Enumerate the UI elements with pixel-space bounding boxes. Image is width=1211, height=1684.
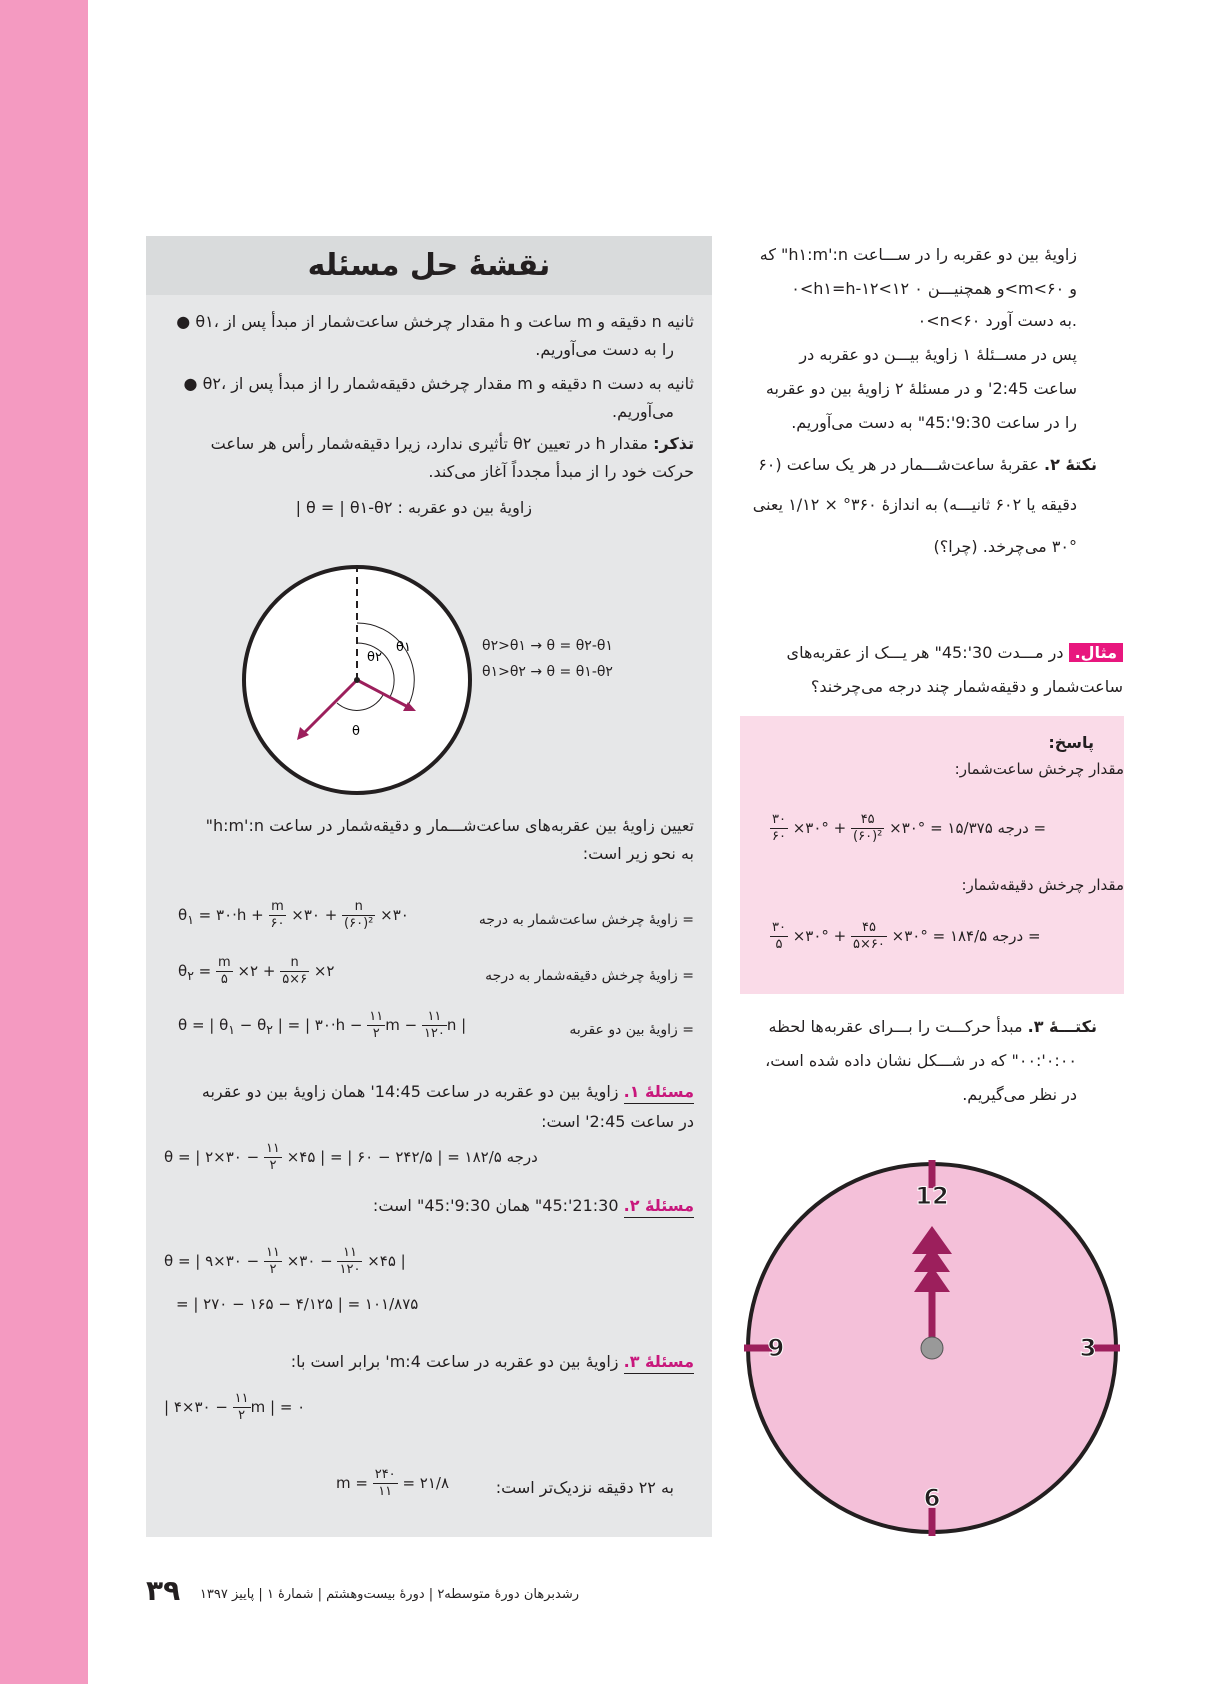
answer-label: پاسخ: (1048, 733, 1094, 752)
note-2-line-2: دقیقه یا ۶۰۲ ثانیـــه) به اندازهٔ ۳۶۰° × ۱/۱۲ یعنی (752, 495, 1077, 514)
solution-plan-panel (146, 295, 712, 1537)
right-para-line-5: ساعت 2:45' و در مسئلهٔ ۲ زاویهٔ بین دو عقربه (765, 379, 1077, 398)
example-line-1: مثال. در مـــدت 30':45" هر یـــک از عقربه‌های (787, 640, 1123, 666)
answer-hour-equation: ۳۰ ۶۰ ×۳۰° + ۴۵ (۶۰)² ×۳۰° = درجه ۱۵/۳۷۵ = (772, 812, 1047, 844)
problem-3-conclusion: به ۲۲ دقیقه نزدیک‌تر است: (495, 1478, 674, 1497)
answer-minute-label: مقدار چرخش دقیقه‌شمار: (961, 876, 1124, 894)
right-para-line-2: ۰<h۱=h-۱۲<۱۲ و همچنیـــن ۰<m<۶۰ و (791, 279, 1077, 298)
note-3-line-2: ۰:۰۰':۰۰" که در شـــکل نشان داده شده است، (765, 1051, 1077, 1070)
case-2: θ۱>θ۲ → θ = θ۱-θ۲ (482, 664, 613, 680)
problem-1-equation: θ = | ۲×۳۰ − ۱۱ ۲ ×۴۵ | = | ۶۰ − ۲۴۲/۵ | = ۱۸۲/۵ درجه (164, 1141, 538, 1173)
right-para-line-4: پس در مســئلهٔ ۱ زاویهٔ بیـــن دو عقربه در (799, 345, 1077, 364)
bullet-2-line-2: می‌آوریم. (612, 402, 674, 421)
answer-hour-label: مقدار چرخش ساعت‌شمار: (954, 760, 1124, 778)
problem-3-result: m = ۲۴۰ ۱۱ = ۲۱/۸ (336, 1467, 449, 1499)
note-3-line-3: در نظر می‌گیریم. (962, 1085, 1077, 1104)
problem-2-line: مسئلهٔ ۲. 21:30':45" همان 9:30':45" است: (373, 1193, 694, 1219)
formula-3-label: = زاویهٔ بین دو عقربه (569, 1022, 694, 1038)
determination-line-2: به نحو زیر است: (582, 844, 694, 863)
problem-1-line-2: در ساعت 2:45' است: (541, 1112, 694, 1131)
tadhkar-line-2: حرکت خود را از مبدأ مجدداً آغاز می‌کند. (428, 462, 694, 481)
formula-3: θ = | $\theta_۱ - \theta_۲$ | = | ۳۰·h − ۱۱ ۲ m − ۱۱ ۱۲۰ n | (178, 1009, 467, 1041)
formula-2: $\theta_۲$ = m ۵ ×۲ + n ۵×۶ ×۲ (178, 955, 335, 987)
right-para-line-1: زاویهٔ بین دو عقربه را در ســـاعت h۱:m':n" که (759, 245, 1077, 264)
note-3-line-1: نکتـــهٔ ۳. مبدأ حرکـــت را بـــرای عقربه‌ها لحظه (768, 1017, 1097, 1036)
problem-3-equation: | ۴×۳۰ − ۱۱ ۲ m | = ۰ (164, 1391, 306, 1423)
clock-6-label: 6 (923, 1484, 941, 1512)
clock-3-label: 3 (1079, 1334, 1097, 1362)
panel-title: نقشهٔ حل مسئله (146, 236, 712, 295)
clock-9-label: 9 (767, 1334, 785, 1362)
note-2-line-1: نکتهٔ ۲. عقربهٔ ساعت‌شـــمار در هر یک ساعت (۶۰ (758, 455, 1097, 474)
case-1: θ۲>θ۱ → θ = θ۲-θ۱ (482, 638, 613, 654)
problem-2-equation-1: θ = | ۹×۳۰ − ۱۱ ۲ ×۳۰ − ۱۱ ۱۲۰ ×۴۵ | (164, 1245, 406, 1277)
clock-12-label: 12 (915, 1182, 949, 1210)
footer-text: رشدبرهان دورهٔ متوسطه۲ | دورهٔ بیست‌وهشتم | شمارهٔ ۱ | پاییز ۱۳۹۷ (199, 1587, 579, 1602)
example-line-2: ساعت‌شمار و دقیقه‌شمار چند درجه می‌چرخند؟ (810, 677, 1123, 696)
diagram-theta2-label: θ۲ (367, 650, 382, 665)
note-2-line-3: ۳۰° می‌چرخد. (چرا؟) (933, 537, 1077, 556)
answer-box (740, 716, 1124, 994)
diagram-theta1-label: θ۱ (396, 640, 411, 655)
formula-2-label: = زاویهٔ چرخش دقیقه‌شمار به درجه (485, 968, 694, 984)
problem-1-line-1: مسئلهٔ ۱. زاویهٔ بین دو عقربه در ساعت 14:45' همان زاویهٔ بین دو عقربه (202, 1079, 694, 1105)
right-para-line-3: ۰<n<۶۰ به دست آورد. (917, 311, 1077, 330)
determination-line-1: تعیین زاویهٔ بین عقربه‌های ساعت‌شـــمار و دقیقه‌شمار در ساعت h:m':n" (205, 816, 694, 835)
tadhkar-line-1: تذکر: مقدار h در تعیین θ۲ تأثیری ندارد، زیرا دقیقه‌شمار رأس هر ساعت (210, 434, 694, 453)
formula-1-label: = زاویهٔ چرخش ساعت‌شمار به درجه (478, 912, 694, 928)
theta-definition: زاویهٔ بین دو عقربه : θ = | θ۱-θ۲ | (295, 498, 532, 517)
problem-3-line: مسئلهٔ ۳. زاویهٔ بین دو عقربه در ساعت 4:m' برابر است با: (291, 1349, 694, 1375)
reference-clock (742, 1158, 1122, 1538)
clock-center-pivot (921, 1337, 943, 1359)
answer-minute-equation: ۳۰ ۵ ×۳۰° + ۴۵ ۵×۶۰ ×۳۰° = درجه ۱۸۴/۵ = (772, 920, 1041, 952)
right-para-line-6: را در ساعت 9:30':45" به دست می‌آوریم. (791, 413, 1077, 432)
angle-diagram (242, 565, 472, 795)
page-number: ۳۹ (146, 1574, 181, 1607)
bullet-1-line-2: را به دست می‌آوریم. (535, 340, 674, 359)
pink-margin-strip (0, 0, 88, 1684)
bullet-2-line-1: ● θ۲، مقدار چرخش دقیقه‌شمار را از مبدأ پس از m دقیقه و n ثانیه به دست (183, 374, 694, 393)
problem-2-equation-2: = | ۲۷۰ − ۱۶۵ − ۴/۱۲۵ | = ۱۰۱/۸۷۵ (176, 1295, 419, 1313)
formula-1: $\theta_۱$ = ۳۰·h + m ۶۰ ×۳۰ + n (۶۰)² ×۳۰ (178, 899, 409, 931)
bullet-1-line-1: ● θ۱، مقدار چرخش ساعت‌شمار از مبدأ پس از h ساعت و m دقیقه و n ثانیه (176, 312, 694, 331)
diagram-theta-label: θ (352, 724, 360, 739)
